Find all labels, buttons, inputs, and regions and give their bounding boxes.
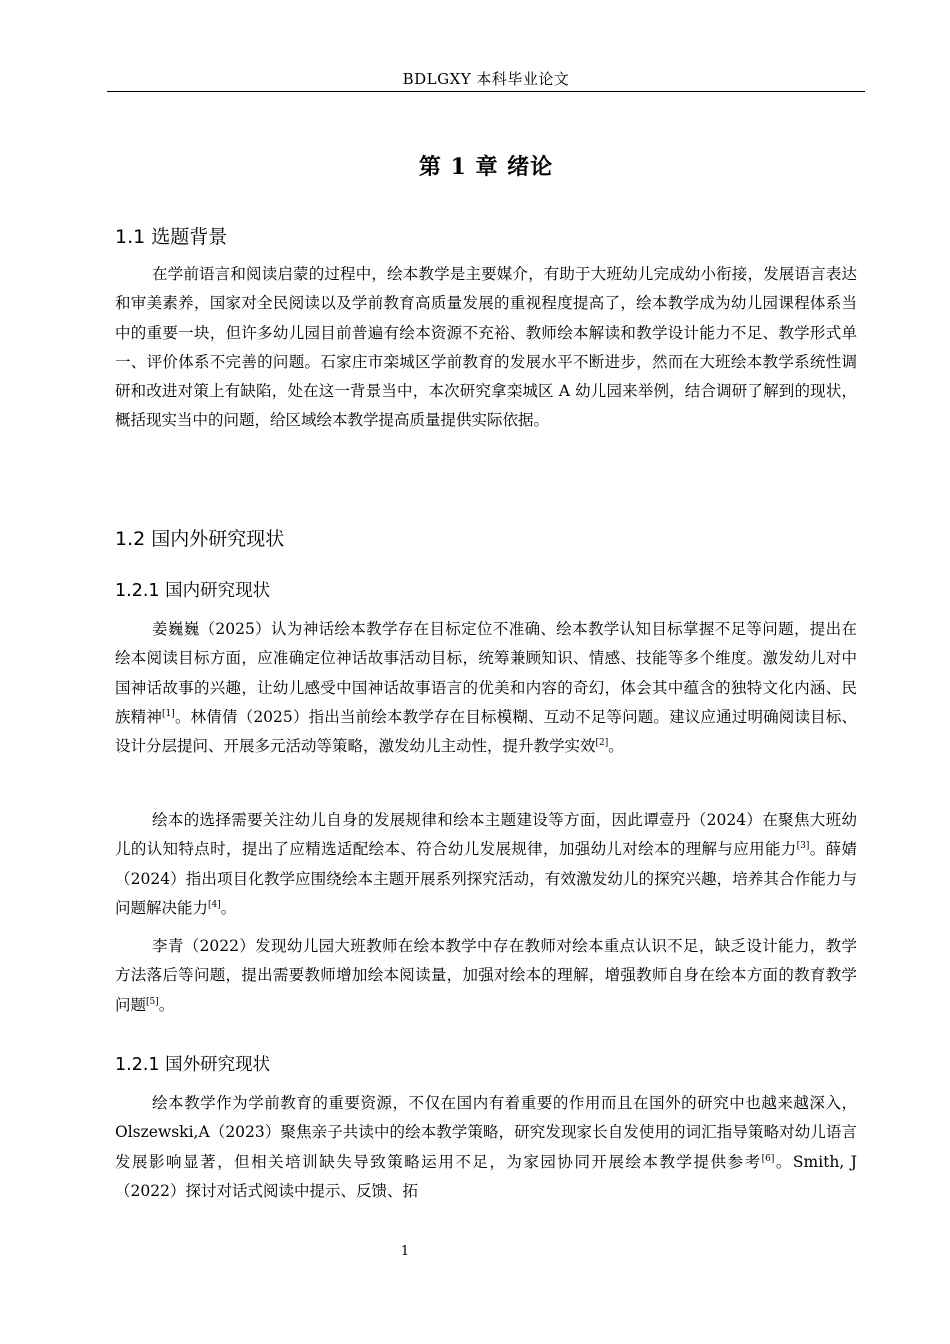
paragraph-domestic-1 bbox=[115, 615, 857, 761]
citation-ref: [6] bbox=[761, 1153, 775, 1164]
header-rule bbox=[107, 91, 865, 92]
running-header: BDLGXY 本科毕业论文 bbox=[402, 70, 570, 88]
paragraph-text: 。 bbox=[158, 995, 175, 1014]
paragraph-domestic-3 bbox=[115, 932, 857, 1020]
subsection-heading-domestic: 1.2.1 国内研究现状 bbox=[115, 581, 271, 601]
citation-ref: [4] bbox=[208, 899, 221, 910]
paragraph-text: 姜巍巍（2025）认为神话绘本教学存在目标定位不准确、绘本教学认知目标掌握不足等问题，提出在绘本阅读目标方面，应准确定位神话故事活动目标，统筹兼顾知识、情感、技能等多个维度。激发幼儿对中国神话故事的兴趣，让幼儿感受中国神话故事语言的优美和内容的奇幻，体会其中蕴含的独特文化内涵、民族精神 bbox=[115, 620, 857, 726]
paragraph-text: 。林倩倩（2025）指出当前绘本教学存在目标模糊、互动不足等问题。建议应通过明确阅读目标、设计分层提问、开展多元活动等策略，激发幼儿主动性，提升教学实效 bbox=[115, 707, 857, 756]
paragraph-text: 绘本教学作为学前教育的重要资源，不仅在国内有着重要的作用而且在国外的研究中也越来越深入，Olszewski,A（2023）聚焦亲子共读中的绘本教学策略，研究发现家长自发使用的词汇指导策略对幼儿语言发展影响显著，但相关培训缺失导致策略运用不足，为家园协同开展绘本教学提供参考 bbox=[115, 1094, 857, 1171]
citation-ref: [5] bbox=[146, 996, 159, 1007]
paragraph-foreign-1 bbox=[115, 1089, 857, 1206]
paragraph-domestic-2 bbox=[115, 806, 857, 923]
paragraph-text: 。 bbox=[608, 737, 624, 756]
paragraph-background: 在学前语言和阅读启蒙的过程中，绘本教学是主要媒介，有助于大班幼儿完成幼小衔接，发展语言表达和审美素养，国家对全民阅读以及学前教育高质量发展的重视程度提高了，绘本教学成为幼儿园课程体系当中的重要一块，但许多幼儿园目前普遍有绘本资源不充裕、教师绘本解读和教学设计能力不足、教学形式单一、评价体系不完善的问题。石家庄市栾城区学前教育的发展水平不断进步，然而在大班绘本教学系统性调研和改进对策上有缺陷，处在这一背景当中，本次研究拿栾城区 A 幼儿园来举例，结合调研了解到的现状，概括现实当中的问题，给区域绘本教学提高质量提供实际依据。 bbox=[115, 265, 857, 430]
section-heading-1-2: 1.2 国内外研究现状 bbox=[115, 528, 285, 550]
paragraph-text: 绘本的选择需要关注幼儿自身的发展规律和绘本主题建设等方面，因此谭壹丹（2024）在聚焦大班幼儿的认知特点时，提出了应精选适配绘本、符合幼儿发展规律，加强幼儿对绘本的理解与应用能力 bbox=[115, 811, 857, 859]
citation-ref: [3] bbox=[796, 841, 810, 852]
paragraph-text: 李青（2022）发现幼儿园大班教师在绘本教学中存在教师对绘本重点认识不足，缺乏设计能力，教学方法落后等问题，提出需要教师增加绘本阅读量，加强对绘本的理解，增强教师自身在绘本方面的教育教学问题 bbox=[115, 937, 857, 1014]
chapter-title: 第 1 章 绪论 bbox=[418, 154, 554, 180]
section-heading-1-1: 1.1 选题背景 bbox=[115, 226, 228, 248]
citation-ref: [1] bbox=[162, 708, 175, 719]
paragraph-text: 。 bbox=[220, 898, 237, 917]
paragraph-text: 。Smith, J（2022）探讨对话式阅读中提示、反馈、拓 bbox=[115, 1152, 857, 1200]
citation-ref: [2] bbox=[595, 738, 609, 749]
paragraph-text: 。薛婧（2024）指出项目化教学应围绕绘本主题开展系列探究活动，有效激发幼儿的探究兴趣，培养其合作能力与问题解决能力 bbox=[115, 840, 857, 917]
page-number: 1 bbox=[400, 1244, 410, 1259]
subsection-heading-foreign: 1.2.1 国外研究现状 bbox=[115, 1055, 271, 1075]
